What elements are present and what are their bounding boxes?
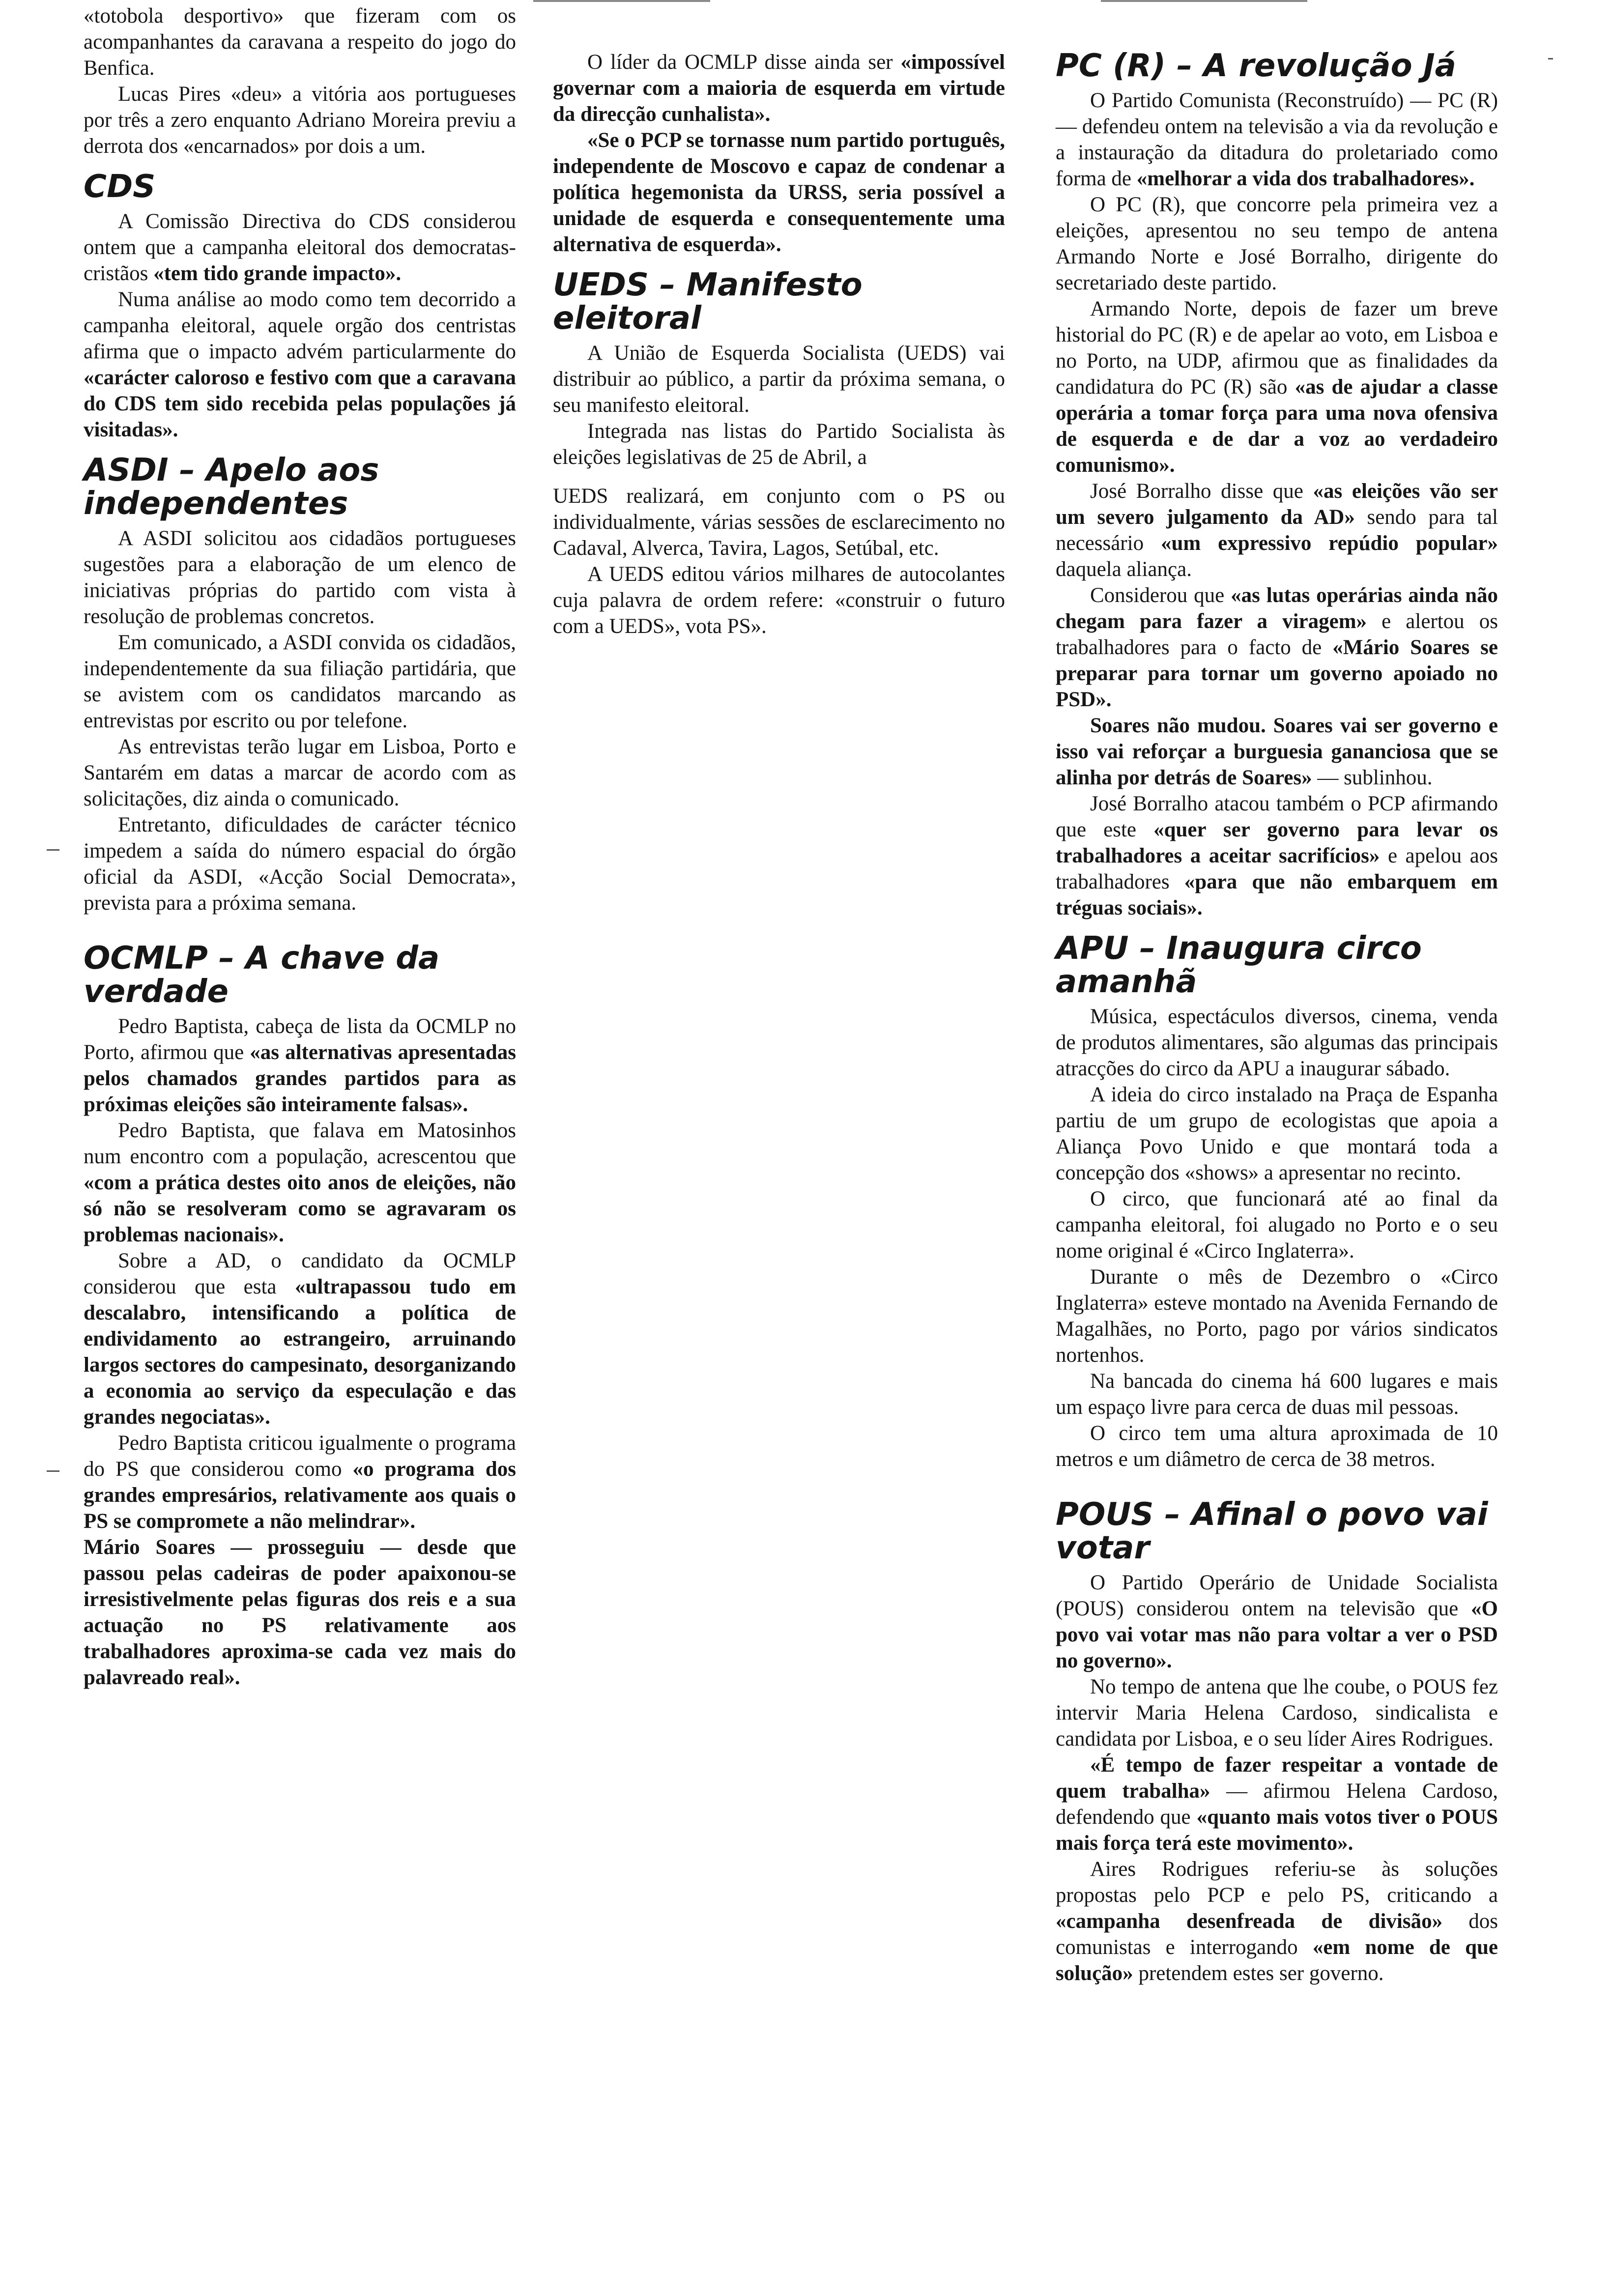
article-paragraph: O PC (R), que concorre pela primeira vez a eleições, apresentou no seu tempo de antena Armando Norte e José Borralho, dirigente do secretariado deste partido. xyxy=(1056,193,1498,294)
intro-paragraph: «totobola desportivo» que fizeram com os acompanhantes da caravana a respeito do jogo do Benfica. xyxy=(84,4,516,80)
article-paragraph: A União de Esquerda Socialista (UEDS) vai distribuir ao público, a partir da próxima semana, o seu manifesto eleitoral. xyxy=(553,342,1005,417)
article-paragraph: Em comunicado, a ASDI convida os cidadãos, independentemente da sua filiação partidária, que se avistem com os candidatos marcando as entrevistas por escrito ou por telefone. xyxy=(84,631,516,732)
article-paragraph: «É tempo de fazer respeitar a vontade de quem trabalha» — afirmou Helena Cardoso, defendendo que «quanto mais votos tiver o POUS mais força terá este movimento». xyxy=(1056,1753,1498,1855)
article-paragraph: Integrada nas listas do Partido Socialista às eleições legislativas de 25 de Abril, a xyxy=(553,420,1005,469)
article-paragraph: Mário Soares — prosseguiu — desde que passou pelas cadeiras de poder apaixonou-se irresistivelmente pelas figuras dos reis e a sua actuação no PS relativamente aos trabalhadores aproxima-se cada vez mais do palavreado real». xyxy=(84,1536,516,1689)
article-paragraph: A Comissão Directiva do CDS considerou ontem que a campanha eleitoral dos democratas-cristãos «tem tido grande impacto». xyxy=(84,210,516,285)
article-paragraph: Durante o mês de Dezembro o «Circo Inglaterra» esteve montado na Avenida Fernando de Magalhães, no Porto, pago por vários sindicatos nortenhos. xyxy=(1056,1265,1498,1367)
ueds-heading: UEDS – Manifesto eleitoral xyxy=(553,267,863,337)
article-paragraph: As entrevistas terão lugar em Lisboa, Porto e Santarém em datas a marcar de acordo com as solicitações, diz ainda o comunicado. xyxy=(84,735,516,810)
column-left xyxy=(84,0,516,1691)
article-paragraph: No tempo de antena que lhe coube, o POUS fez intervir Maria Helena Cardoso, sindicalista e candidata por Lisboa, e o seu líder Aires Rodrigues. xyxy=(1056,1675,1498,1751)
pous-heading: POUS – Afinal o povo vai votar xyxy=(1056,1496,1488,1566)
article-paragraph: Armando Norte, depois de fazer um breve historial do PC (R) e de apelar ao voto, em Lisboa e no Porto, na UDP, afirmou que as finalidades da candidatura do PC (R) são «as de ajudar a classe operária a tomar força para uma nova ofensiva de esquerda e de dar a voz ao verdadeiro comunismo». xyxy=(1056,297,1498,477)
intro-paragraph: Lucas Pires «deu» a vitória aos portugueses por três a zero enquanto Adriano Moreira previu a derrota dos «encarnados» por dois a um. xyxy=(84,83,516,158)
article-paragraph: «Se o PCP se tornasse num partido português, independente de Moscovo e capaz de condenar a política hegemonista da URSS, seria possível a unidade de esquerda e consequentemente uma alternativa de esquerda». xyxy=(553,129,1005,256)
margin-mark xyxy=(47,1470,59,1472)
article-paragraph: A ASDI solicitou aos cidadãos portugueses sugestões para a elaboração de um elenco de iniciativas próprias do partido com vista à resolução de problemas concretos. xyxy=(84,527,516,628)
article-paragraph: Numa análise ao modo como tem decorrido a campanha eleitoral, aquele orgão dos centristas afirma que o impacto advém particularmente do «carácter caloroso e festivo com que a caravana do CDS tem sido recebida pelas populações já visitadas». xyxy=(84,288,516,441)
apu-heading: APU – Inaugura circo amanhã xyxy=(1056,930,1422,1000)
ocmlp-heading: OCMLP – A chave da verdade xyxy=(84,940,440,1010)
article-paragraph: Pedro Baptista, cabeça de lista da OCMLP no Porto, afirmou que «as alternativas apresentadas pelos chamados grandes partidos para as próximas eleições são inteiramente falsas». xyxy=(84,1015,516,1116)
article-paragraph: Sobre a AD, o candidato da OCMLP considerou que esta «ultrapassou tudo em descalabro, intensificando a política de endividamento ao estrangeiro, arruinando largos sectores do campesinato, desorganizando a economia ao serviço da especulação e das grandes negociatas». xyxy=(84,1249,516,1429)
cds-heading: CDS xyxy=(84,169,156,205)
column-middle xyxy=(553,0,1005,639)
asdi-heading: ASDI – Apelo aos independentes xyxy=(84,452,379,522)
column-right xyxy=(1056,0,1498,1986)
article-paragraph: José Borralho disse que «as eleições vão ser um severo julgamento da AD» sendo para tal necessário «um expressivo repúdio popular» daquela aliança. xyxy=(1056,480,1498,581)
article-paragraph: UEDS realizará, em conjunto com o PS ou individualmente, várias sessões de esclarecimento no Cadaval, Alverca, Tavira, Lagos, Setúbal, etc. xyxy=(553,485,1005,560)
article-paragraph: Entretanto, dificuldades de carácter técnico impedem a saída do número espacial do órgão oficial da ASDI, «Acção Social Democrata», prevista para a próxima semana. xyxy=(84,813,516,915)
article-paragraph: Na bancada do cinema há 600 lugares e mais um espaço livre para cerca de duas mil pessoas. xyxy=(1056,1370,1498,1419)
article-paragraph: O líder da OCMLP disse ainda ser «impossível governar com a maioria de esquerda em virtude da direcção cunhalista». xyxy=(553,51,1005,126)
article-paragraph: A ideia do circo instalado na Praça de Espanha partiu de um grupo de ecologistas que apoia a Aliança Povo Unido e que montará toda a concepção dos «shows» a apresentar no recinto. xyxy=(1056,1083,1498,1184)
article-paragraph: Considerou que «as lutas operárias ainda não chegam para fazer a viragem» e alertou os trabalhadores para o facto de «Mário Soares se preparar para tornar um governo apoiado no PSD». xyxy=(1056,584,1498,711)
article-paragraph: O circo, que funcionará até ao final da campanha eleitoral, foi alugado no Porto e o seu nome original é «Circo Inglaterra». xyxy=(1056,1187,1498,1263)
article-paragraph: Soares não mudou. Soares vai ser governo e isso vai reforçar a burguesia gananciosa que se alinha por detrás de Soares» — sublinhou. xyxy=(1056,714,1498,789)
article-paragraph: O Partido Comunista (Reconstruído) — PC (R) — defendeu ontem na televisão a via da revolução e a instauração da ditadura do proletariado como forma de «melhorar a vida dos trabalhadores». xyxy=(1056,89,1498,190)
article-paragraph: Aires Rodrigues referiu-se às soluções propostas pelo PCP e pelo PS, criticando a «campanha desenfreada de divisão» dos comunistas e interrogando «em nome de que solução» pretendem estes ser governo. xyxy=(1056,1858,1498,1985)
margin-mark xyxy=(1548,58,1553,59)
article-paragraph: A UEDS editou vários milhares de autocolantes cuja palavra de ordem refere: «construir o futuro com a UEDS», vota PS». xyxy=(553,563,1005,638)
article-paragraph: José Borralho atacou também o PCP afirmando que este «quer ser governo para levar os trabalhadores a aceitar sacrifícios» e apelou aos trabalhadores «para que não embarquem em tréguas sociais». xyxy=(1056,792,1498,919)
article-paragraph: Pedro Baptista, que falava em Matosinhos num encontro com a população, acrescentou que «com a prática destes oito anos de eleições, não só não se resolveram como se agravaram os problemas nacionais». xyxy=(84,1119,516,1246)
article-paragraph: Música, espectáculos diversos, cinema, venda de produtos alimentares, são algumas das principais atracções do circo da APU a inaugurar sábado. xyxy=(1056,1005,1498,1080)
margin-mark xyxy=(47,849,59,851)
article-paragraph: O circo tem uma altura aproximada de 10 metros e um diâmetro de cerca de 38 metros. xyxy=(1056,1422,1498,1471)
article-paragraph: Pedro Baptista criticou igualmente o programa do PS que considerou como «o programa dos grandes empresários, relativamente aos quais o PS se compromete a não melindrar». xyxy=(84,1432,516,1533)
article-paragraph: O Partido Operário de Unidade Socialista (POUS) considerou ontem na televisão que «O povo vai votar mas não para voltar a ver o PSD no governo». xyxy=(1056,1571,1498,1672)
pc-r-heading: PC (R) – A revolução Já xyxy=(1056,48,1456,84)
